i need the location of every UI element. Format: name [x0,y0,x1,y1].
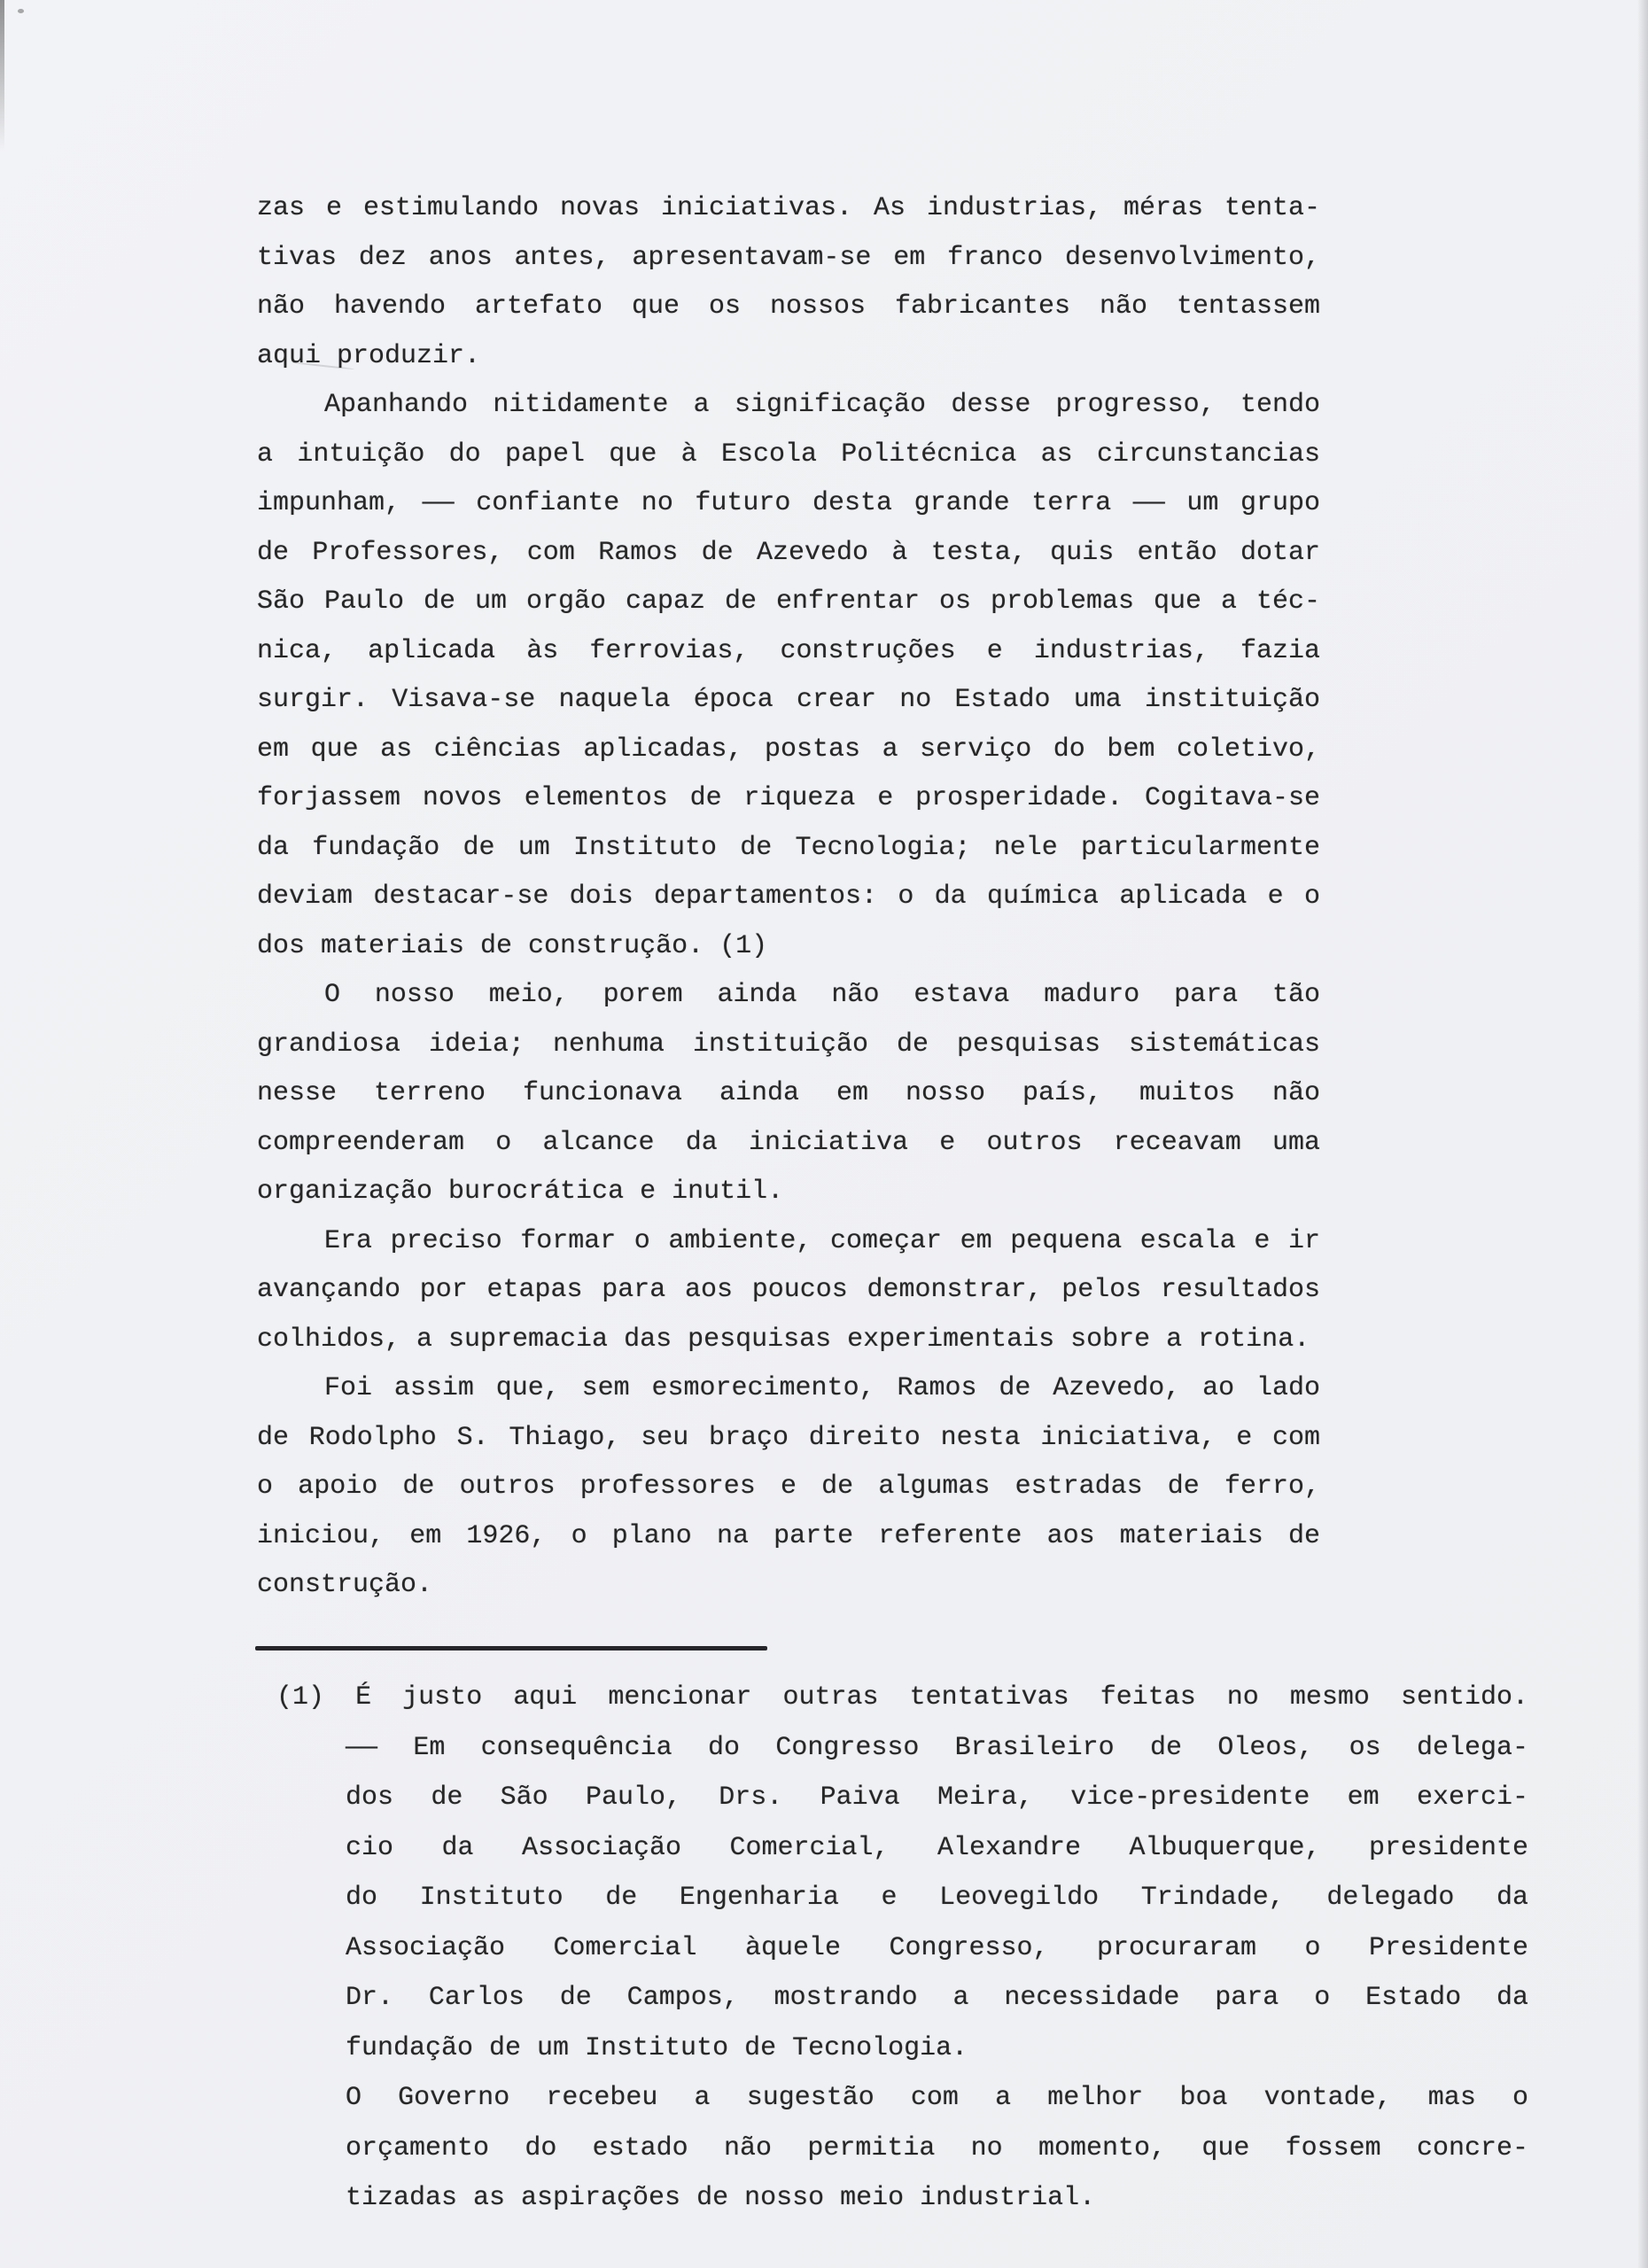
scan-edge-artifact [0,0,4,151]
typewritten-line: Apanhando nitidamente a significação desse progresso, tendo [324,390,1320,420]
footnote-line: tizadas as aspirações de nosso meio industrial. [346,2183,1096,2213]
footnote-line: O Governo recebeu a sugestão com a melhor boa vontade, mas o [346,2083,1528,2113]
footnote-line: Associação Comercial àquele Congresso, procuraram o Presidente [346,1932,1528,1963]
typewritten-line: aqui produzir. [257,340,481,371]
typewritten-line: a intuição do papel que à Escola Politécnica as circunstancias [257,439,1320,470]
typewritten-line: compreenderam o alcance da iniciativa e outros receavam uma [257,1127,1320,1158]
footnote-line: orçamento do estado não permitia no momento, que fossem concre- [346,2132,1528,2163]
scan-speck-artifact [18,9,24,13]
footnote-line: —— Em consequência do Congresso Brasileiro de Oleos, os delega- [346,1732,1528,1763]
typewritten-line: forjassem novos elementos de riqueza e prosperidade. Cogitava-se [257,783,1320,813]
typewritten-line: da fundação de um Instituto de Tecnologia; nele particularmente [257,832,1320,863]
typewritten-line: Era preciso formar o ambiente, começar em pequena escala e ir [324,1225,1320,1256]
typewritten-line: surgir. Visava-se naquela época crear no Estado uma instituição [257,685,1320,715]
footnote-line: (1) É justo aqui mencionar outras tentativas feitas no mesmo sentido. [276,1682,1528,1713]
typewritten-line: de Professores, com Ramos de Azevedo à testa, quis então dotar [257,537,1320,568]
typewritten-line: iniciou, em 1926, o plano na parte referente aos materiais de [257,1520,1320,1551]
typewritten-line: impunham, —— confiante no futuro desta grande terra —— um grupo [257,488,1320,518]
typewritten-line: zas e estimulando novas iniciativas. As industrias, méras tenta- [257,193,1320,223]
typewritten-line: avançando por etapas para aos poucos demonstrar, pelos resultados [257,1275,1320,1305]
typewritten-line: nesse terreno funcionava ainda em nosso país, muitos não [257,1078,1320,1108]
footnote-line: cio da Associação Comercial, Alexandre Albuquerque, presidente [346,1832,1528,1863]
typewritten-line: grandiosa ideia; nenhuma instituição de pesquisas sistemáticas [257,1029,1320,1060]
typewritten-line: não havendo artefato que os nossos fabricantes não tentassem [257,291,1320,322]
typewritten-line: Foi assim que, sem esmorecimento, Ramos de Azevedo, ao lado [324,1373,1320,1403]
footnote-separator-rule [255,1646,767,1651]
scan-edge-shadow [1637,0,1648,2268]
typewritten-line: O nosso meio, porem ainda não estava maduro para tão [324,980,1320,1010]
typewritten-line: de Rodolpho S. Thiago, seu braço direito nesta iniciativa, e com [257,1422,1320,1453]
typewritten-line: tivas dez anos antes, apresentavam-se em franco desenvolvimento, [257,242,1320,273]
footnote-line: Dr. Carlos de Campos, mostrando a necessidade para o Estado da [346,1983,1528,2013]
footnote-line: dos de São Paulo, Drs. Paiva Meira, vice-presidente em exerci- [346,1783,1528,1813]
typewritten-line: dos materiais de construção. (1) [257,930,768,961]
footnote-line: do Instituto de Engenharia e Leovegildo Trindade, delegado da [346,1883,1528,1913]
footnote-block [276,1673,1528,2224]
typewritten-line: colhidos, a supremacia das pesquisas experimentais sobre a rotina. [257,1324,1310,1355]
typewritten-line: construção. [257,1570,433,1600]
typewritten-line: organização burocrática e inutil. [257,1177,784,1207]
typewritten-line: o apoio de outros professores e de algumas estradas de ferro, [257,1472,1320,1502]
typewritten-line: nica, aplicada às ferrovias, construções e industrias, fazia [257,635,1320,666]
typewritten-line: em que as ciências aplicadas, postas a serviço do bem coletivo, [257,734,1320,765]
footnote-line: fundação de um Instituto de Tecnologia. [346,2032,968,2063]
main-text-block [257,184,1320,1611]
typewritten-line: São Paulo de um orgão capaz de enfrentar os problemas que a téc- [257,586,1320,617]
typewritten-line: deviam destacar-se dois departamentos: o da química aplicada e o [257,882,1320,912]
